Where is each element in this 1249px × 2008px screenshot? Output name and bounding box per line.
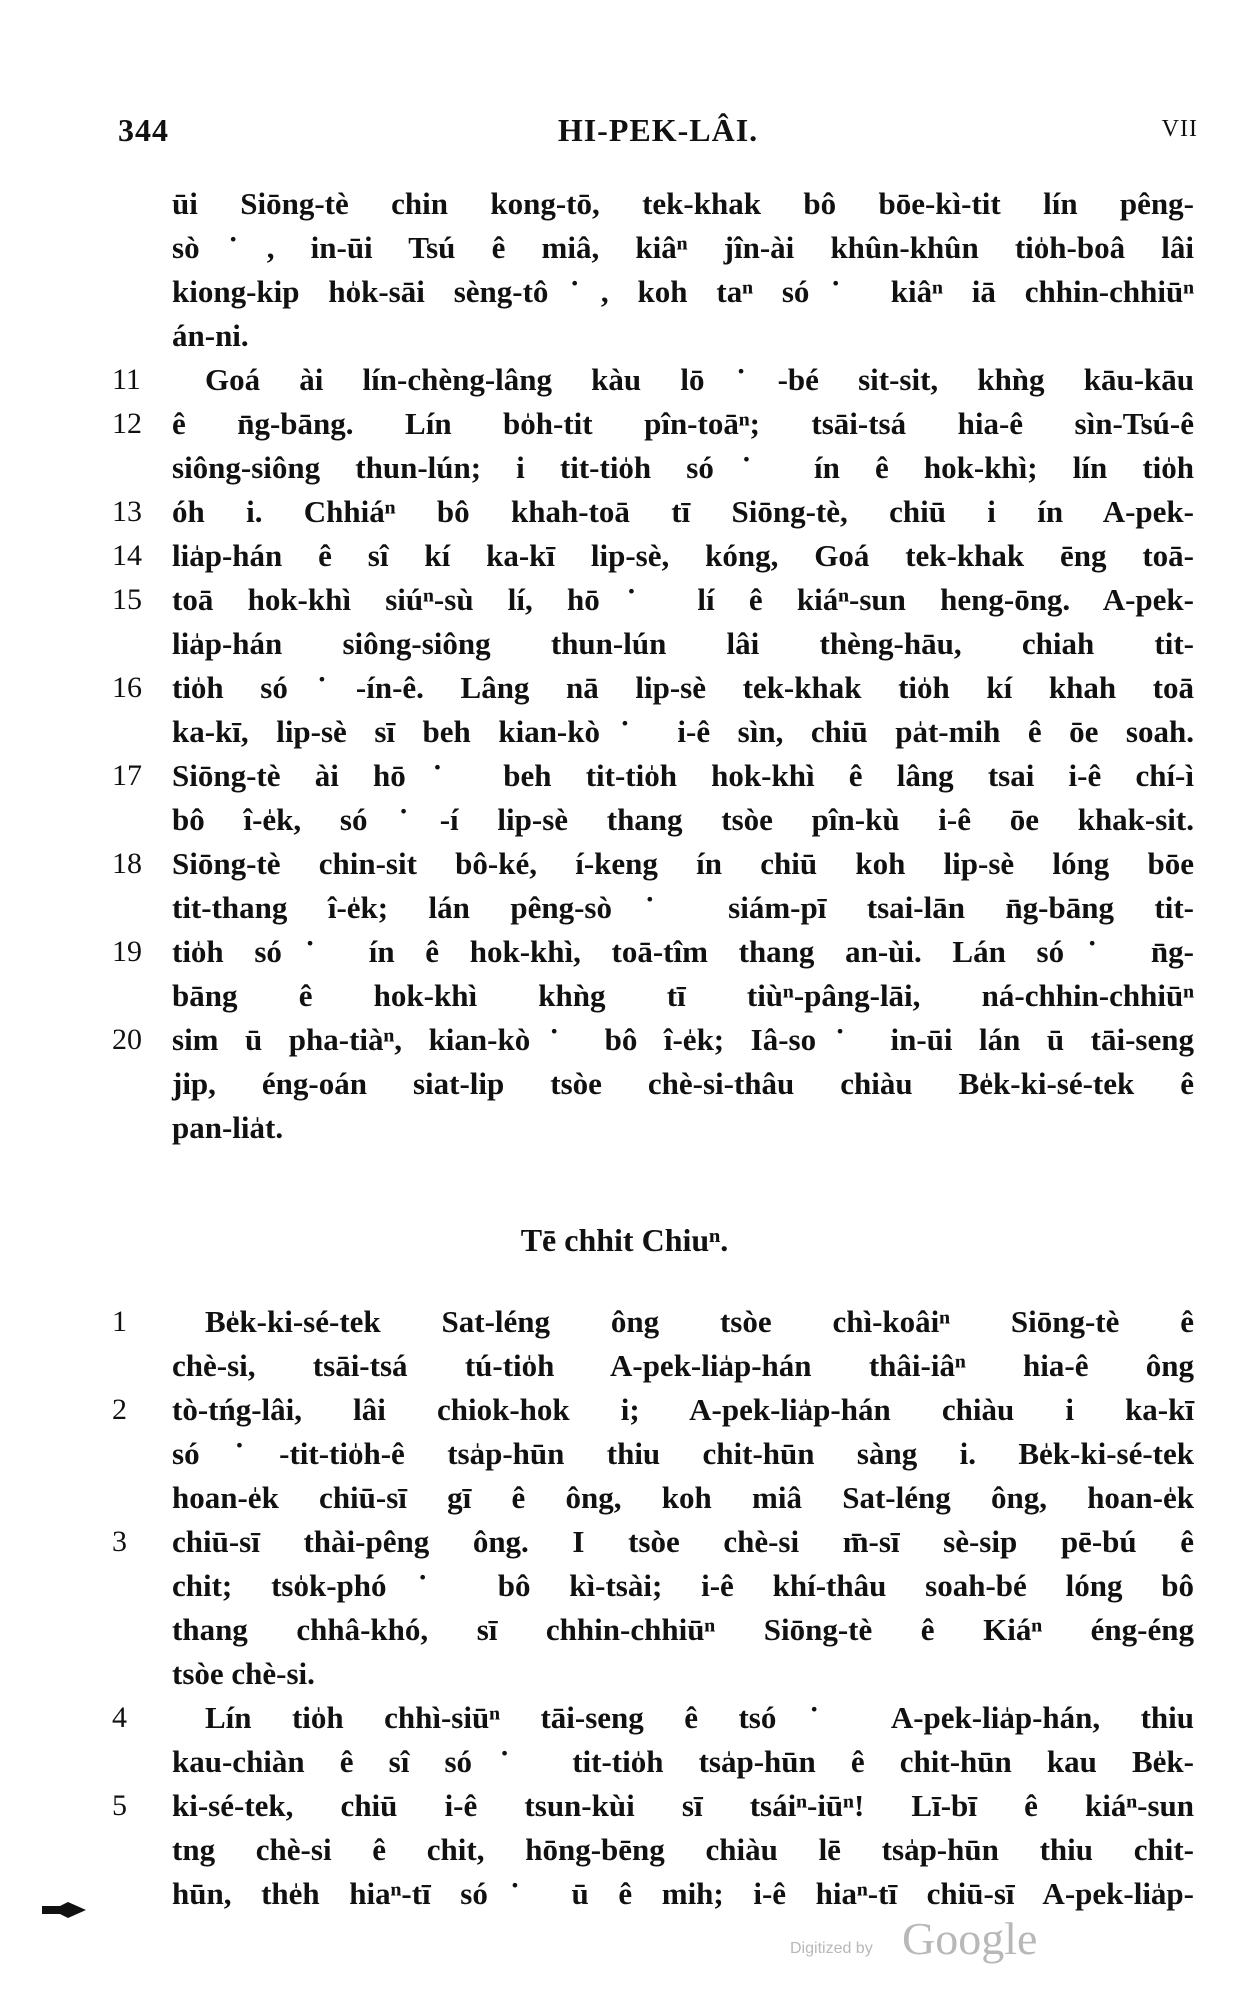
text-line: pan-lia̍t. xyxy=(172,1110,284,1145)
text-line: tio̍h só˙ ín ê hok-khì, toā-tîm thang an-ùi. Lán só˙ n̄g- xyxy=(172,934,1194,969)
text-line: lia̍p-hán ê sî kí ka-kī lip-sè, kóng, Goá tek-khak ēng toā- xyxy=(172,538,1194,573)
text-line: ūi Siōng-tè chin kong-tō, tek-khak bô bōe-kì-tit lín pêng- xyxy=(172,186,1194,221)
text-line: bô î-e̍k, só˙-í lip-sè thang tsòe pîn-kù i-ê ōe khak-sit. xyxy=(172,802,1194,837)
text-line: sim ū pha-tiàⁿ, kian-kò˙ bô î-e̍k; Iâ-so˙ in-ūi lán ū tāi-seng xyxy=(172,1022,1194,1057)
text-line: só˙-tit-tio̍h-ê tsa̍p-hūn thiu chit-hūn sàng i. Be̍k-ki-sé-tek xyxy=(172,1436,1194,1471)
verse-number: 1 xyxy=(112,1305,127,1338)
text-line: tsòe chè-si. xyxy=(172,1656,315,1691)
text-line: ka-kī, lip-sè sī beh kian-kò˙ i-ê sìn, chiū pa̍t-mih ê ōe soah. xyxy=(172,714,1194,749)
text-line: chè-si, tsāi-tsá tú-tio̍h A-pek-lia̍p-hán thâi-iâⁿ hia-ê ông xyxy=(172,1348,1194,1383)
verse-number: 2 xyxy=(112,1393,127,1426)
text-line: thang chhâ-khó, sī chhin-chhiūⁿ Siōng-tè ê Kiáⁿ éng-éng xyxy=(172,1612,1194,1647)
page-number: 344 xyxy=(118,112,169,148)
text-line: tng chè-si ê chit, hōng-bēng chiàu lē tsa̍p-hūn thiu chit- xyxy=(172,1832,1194,1867)
text-line: chiū-sī thài-pêng ông. I tsòe chè-si m̄-sī sè-sip pē-bú ê xyxy=(172,1524,1194,1559)
verse-number: 19 xyxy=(112,935,142,968)
text-line: Be̍k-ki-sé-tek Sat-léng ông tsòe chì-koâiⁿ Siōng-tè ê xyxy=(205,1304,1194,1339)
google-watermark xyxy=(790,1910,1050,1970)
text-line: ê n̄g-bāng. Lín bo̍h-tit pîn-toāⁿ; tsāi-tsá hia-ê sìn-Tsú-ê xyxy=(172,406,1194,441)
verse-number: 4 xyxy=(112,1701,127,1734)
text-line: lia̍p-hán siông-siông thun-lún lâi thèng-hāu, chiah tit- xyxy=(172,626,1194,661)
text-line: Siōng-tè ài hō˙ beh tit-tio̍h hok-khì ê lâng tsai i-ê chí-ì xyxy=(172,758,1194,793)
text-line: sò˙, in-ūi Tsú ê miâ, kiâⁿ jîn-ài khûn-khûn tio̍h-boâ lâi xyxy=(172,230,1194,265)
text-line: jip, éng-oán siat-lip tsòe chè-si-thâu chiàu Be̍k-ki-sé-tek ê xyxy=(172,1066,1194,1101)
verse-number: 20 xyxy=(112,1023,142,1056)
text-line: siông-siông thun-lún; i tit-tio̍h só˙ ín ê hok-khì; lín tio̍h xyxy=(172,450,1194,485)
text-line: ki-sé-tek, chiū i-ê tsun-kùi sī tsáiⁿ-iūⁿ! Lī-bī ê kiáⁿ-sun xyxy=(172,1788,1194,1823)
verse-number: 3 xyxy=(112,1525,127,1558)
google-logo-text: Google xyxy=(902,1913,1038,1964)
chapter-mark: VII xyxy=(1161,116,1198,142)
verse-number: 5 xyxy=(112,1789,127,1822)
text-line: Lín tio̍h chhì-siūⁿ tāi-seng ê tsó˙ A-pek-lia̍p-hán, thiu xyxy=(205,1700,1194,1735)
text-line: hūn, the̍h hiaⁿ-tī só˙ ū ê mih; i-ê hiaⁿ-tī chiū-sī A-pek-lia̍p- xyxy=(172,1876,1194,1911)
pointing-hand-icon xyxy=(40,1898,90,1922)
text-line: tit-thang î-e̍k; lán pêng-sò˙ siám-pī tsai-lān n̄g-bāng tit- xyxy=(172,890,1194,925)
chapter-heading: Tē chhit Chiuⁿ. xyxy=(520,1222,729,1258)
text-line: án-ni. xyxy=(172,318,249,353)
verse-number: 11 xyxy=(112,363,141,396)
text-line: hoan-e̍k chiū-sī gī ê ông, koh miâ Sat-léng ông, hoan-e̍k xyxy=(172,1480,1194,1515)
verse-number: 14 xyxy=(112,539,142,572)
text-line: tio̍h só˙-ín-ê. Lâng nā lip-sè tek-khak tio̍h kí khah toā xyxy=(172,670,1194,705)
verse-number: 15 xyxy=(112,583,142,616)
text-line: tò-tńg-lâi, lâi chiok-hok i; A-pek-lia̍p-hán chiàu i ka-kī xyxy=(172,1392,1194,1427)
running-title: HI-PEK-LÂI. xyxy=(557,112,759,148)
digitized-by-text: Digitized by xyxy=(790,1940,873,1957)
verse-number: 18 xyxy=(112,847,142,880)
text-line: bāng ê hok-khì khǹg tī tiùⁿ-pâng-lāi, ná-chhin-chhiūⁿ xyxy=(172,978,1194,1013)
text-line: Goá ài lín-chèng-lâng kàu lō˙-bé sit-sit, khǹg kāu-kāu xyxy=(205,362,1194,397)
verse-number: 16 xyxy=(112,671,142,704)
verse-number: 12 xyxy=(112,407,142,440)
text-line: óh i. Chhiáⁿ bô khah-toā tī Siōng-tè, chiū i ín A-pek- xyxy=(172,494,1194,529)
page-header xyxy=(118,112,1198,162)
text-line: toā hok-khì siúⁿ-sù lí, hō˙ lí ê kiáⁿ-sun heng-ōng. A-pek- xyxy=(172,582,1194,617)
verse-number: 17 xyxy=(112,759,142,792)
text-line: chit; tso̍k-phó˙ bô kì-tsài; i-ê khí-thâu soah-bé lóng bô xyxy=(172,1568,1194,1603)
text-line: kau-chiàn ê sî só˙ tit-tio̍h tsa̍p-hūn ê chit-hūn kau Be̍k- xyxy=(172,1744,1194,1779)
verse-number: 13 xyxy=(112,495,142,528)
text-line: kiong-kip ho̍k-sāi sèng-tô˙, koh taⁿ só˙ kiâⁿ iā chhin-chhiūⁿ xyxy=(172,274,1194,309)
text-line: Siōng-tè chin-sit bô-ké, í-keng ín chiū koh lip-sè lóng bōe xyxy=(172,846,1194,881)
